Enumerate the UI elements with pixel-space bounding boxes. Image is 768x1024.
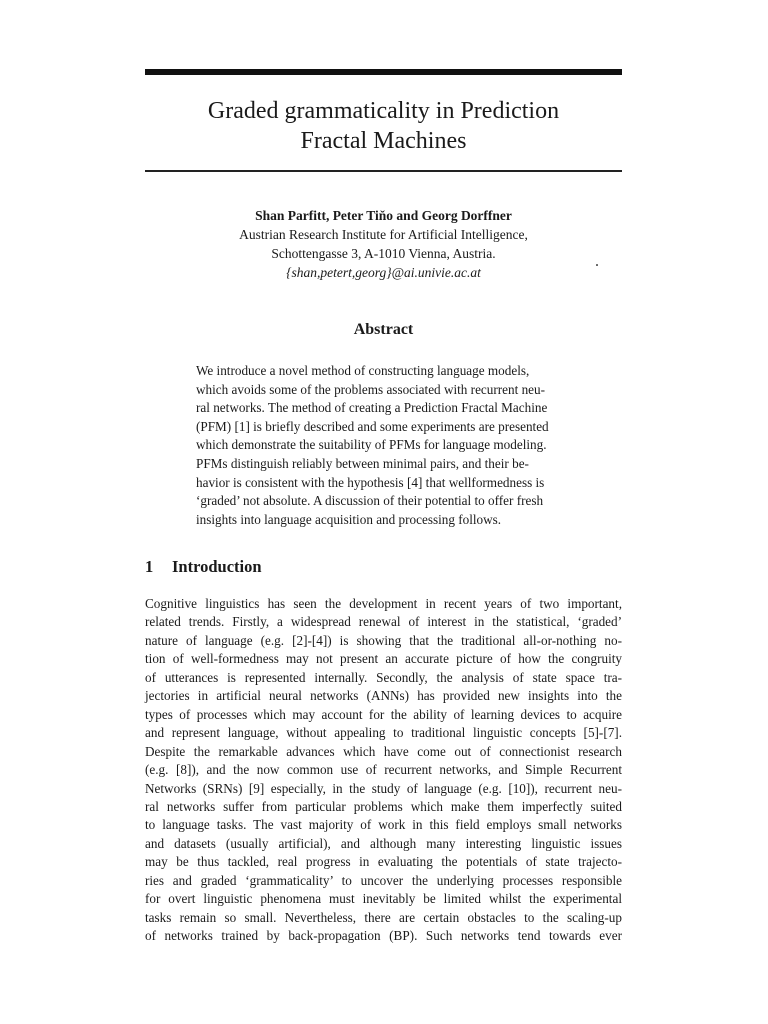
body-line: Networks (SRNs) [9] especially, in the study of language (e.g. [10]), recurrent neu- <box>145 780 622 796</box>
body-line: Cognitive linguistics has seen the development in recent years of two important, <box>145 596 622 611</box>
body-line: of utterances is represented internally. Secondly, the analysis of state space tra- <box>145 669 622 685</box>
body-line: ral networks suffer from particular problems which make them imperfectly suited <box>145 798 622 814</box>
author-affiliation: Austrian Research Institute for Artificial Intelligence, <box>239 227 528 242</box>
paper-title <box>145 96 622 156</box>
abstract-line: We introduce a novel method of constructing language models, <box>196 363 530 378</box>
body-line: (e.g. [8]), and the now common use of recurrent networks, and Simple Recurrent <box>145 762 622 778</box>
body-line: ries and graded ‘grammaticality’ to uncover the underlying processes responsible <box>145 872 622 888</box>
scan-speck <box>596 264 598 266</box>
author-address: Schottengasse 3, A-1010 Vienna, Austria. <box>271 246 496 261</box>
author-block <box>145 206 622 282</box>
body-line: tasks remain so small. Nevertheless, there are certain obstacles to the scaling-up <box>145 909 622 925</box>
author-names: Shan Parfitt, Peter Tiňo and Georg Dorffner <box>255 208 512 223</box>
section-number: 1 <box>145 557 154 576</box>
abstract-line: PFMs distinguish reliably between minimal pairs, and their be- <box>196 455 529 471</box>
abstract-line: ral networks. The method of creating a Prediction Fractal Machine <box>196 400 548 416</box>
body-line: related trends. Firstly, a widespread renewal of interest in the statistical, ‘graded’ <box>145 614 622 630</box>
body-line: for overt linguistic phenomena must inevitably be limited whilst the experimental <box>145 891 622 907</box>
body-line: tion of well-formedness may not present an accurate picture of how the congruity <box>145 651 622 667</box>
introduction-body <box>145 595 622 946</box>
body-line: and datasets (usually artificial), and although many interesting linguistic issues <box>145 835 622 851</box>
body-line: and represent language, without appealing to traditional linguistic concepts [5]-[7]. <box>145 725 622 741</box>
title-underline-rule <box>145 170 622 172</box>
abstract-line: insights into language acquisition and processing follows. <box>196 511 502 527</box>
abstract-heading: Abstract <box>353 321 414 338</box>
abstract-line: which demonstrate the suitability of PFMs for language modeling. <box>196 437 547 453</box>
abstract-line: havior is consistent with the hypothesis [4] that wellformedness is <box>196 474 545 490</box>
title-line-1: Graded grammaticality in Prediction <box>207 98 560 124</box>
abstract-body <box>196 362 572 529</box>
abstract-line: which avoids some of the problems associated with recurrent neu- <box>196 381 545 397</box>
body-line: of networks trained by back-propagation (BP). Such networks tend towards ever <box>145 928 622 944</box>
abstract-line: ‘graded’ not absolute. A discussion of their potential to offer fresh <box>196 493 544 509</box>
body-line: jectories in artificial neural networks (ANNs) has provided new insights into the <box>145 688 622 704</box>
author-email: {shan,petert,georg}@ai.univie.ac.at <box>286 265 481 280</box>
abstract-line: (PFM) [1] is briefly described and some experiments are presented <box>196 418 549 434</box>
section-heading-introduction <box>145 557 262 577</box>
top-thick-rule <box>145 69 622 75</box>
body-line: nature of language (e.g. [2]-[4]) is showing that the traditional all-or-nothing no- <box>145 632 622 648</box>
body-line: to language tasks. The vast majority of work in this field employs small networks <box>145 817 622 833</box>
body-line: may be thus tackled, real progress in evaluating the potentials of state trajecto- <box>145 854 622 870</box>
body-line: Despite the remarkable advances which have come out of connectionist research <box>145 743 622 759</box>
title-line-2: Fractal Machines <box>300 128 467 154</box>
section-title: Introduction <box>172 557 262 576</box>
body-line: types of processes which may account for the ability of learning devices to acquire <box>145 706 622 722</box>
